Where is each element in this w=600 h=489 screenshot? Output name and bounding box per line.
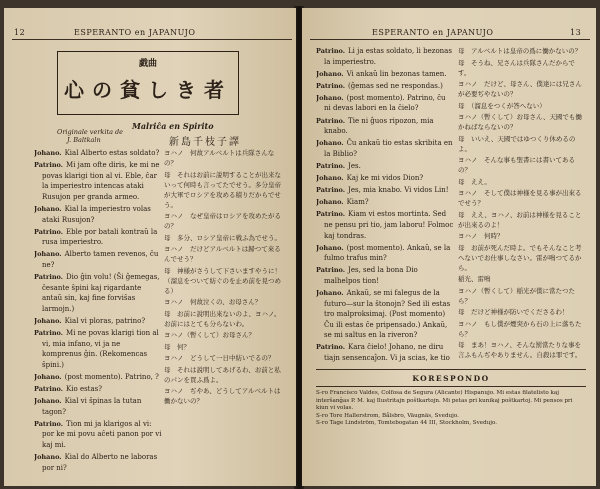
japanese-line: 母 いいえ、天國ではゆつくり休めるのよ。 bbox=[458, 134, 576, 153]
korespondo-rule-bottom bbox=[316, 386, 586, 387]
speaker-name: Johano. bbox=[316, 93, 344, 102]
dialogue-text: Kara ĉielo! Johano, ne diru tiajn sensencaĵon. Vi ja scias, ke tio bbox=[324, 343, 450, 363]
japanese-line: 母 何？ bbox=[164, 342, 190, 351]
speaker-name: Johano. bbox=[316, 288, 344, 297]
dialogue-text: (ĝemas sed ne respondas.) bbox=[348, 81, 443, 90]
japanese-line: 母 まあ！ヨハノ、そんな罰當たりな事を言ふもんぢやありません。自殺は罪です。 bbox=[458, 341, 582, 359]
dialogue-text: Kiam? bbox=[346, 198, 369, 207]
japanese-line: 母 ええ。 bbox=[458, 177, 491, 186]
speaker-name: Patrino. bbox=[316, 47, 346, 55]
original-author: J. Baltkaln bbox=[67, 136, 101, 144]
dialogue-line bbox=[34, 272, 162, 314]
dialogue-line bbox=[34, 227, 162, 248]
dialogue-text: Kial Alberto estas soldato? bbox=[64, 149, 160, 157]
right-running-title: ESPERANTO en JAPANUJO bbox=[372, 28, 494, 37]
dialogue-line bbox=[34, 328, 162, 370]
speaker-name: Johano. bbox=[34, 250, 62, 259]
right-japanese-column bbox=[458, 46, 586, 364]
dialogue-line bbox=[316, 116, 454, 137]
dialogue-text: Alberto tamen revenos, ĉu ne? bbox=[42, 250, 159, 269]
left-japanese-column bbox=[164, 148, 282, 478]
speaker-name: Patrino. bbox=[34, 384, 64, 393]
speaker-name: Johano. bbox=[34, 453, 62, 462]
speaker-name: Johano. bbox=[34, 316, 62, 325]
translator: 新島千枝子譯 bbox=[169, 137, 241, 148]
speaker-name: Patrino. bbox=[316, 266, 346, 275]
speaker-name: Johano. bbox=[34, 397, 62, 406]
dialogue-line bbox=[316, 161, 454, 172]
right-page-number: 13 bbox=[570, 28, 582, 37]
speaker-name: Patrino. bbox=[316, 210, 346, 219]
dialogue-line bbox=[316, 173, 454, 184]
dialogue-line bbox=[34, 160, 162, 202]
korespondo-entry: S-ro Tore Hallerstrom, Bålsbro, Väugnäs, Svedujo. bbox=[316, 412, 459, 419]
dialogue-line bbox=[316, 342, 454, 364]
right-page bbox=[302, 8, 596, 486]
japanese-line: 母 お前に說明出來ないのよ、ヨハノ。お前にはとても分らないわ。 bbox=[164, 309, 281, 328]
japanese-line: 稲光、雷鳴 bbox=[458, 275, 491, 283]
japanese-line: ヨハノ どうして一日中紡いでるの？ bbox=[164, 354, 275, 362]
dialogue-line bbox=[34, 148, 162, 159]
dialogue-text: Vi ankaŭ lin bezonas tamen. bbox=[346, 69, 447, 78]
dialogue-text: Jes, mia knabo. Vi vidos Lin! bbox=[348, 186, 449, 195]
dialogue-line bbox=[316, 138, 454, 159]
dialogue-text: (post momento). Patrino, ? bbox=[64, 372, 159, 381]
dialogue-text: Ĉu ankaŭ tio estas skribita en la Biblio? bbox=[324, 139, 453, 158]
right-esperanto-column bbox=[316, 46, 454, 364]
speaker-name: Johano. bbox=[34, 149, 62, 157]
dialogue-text: Kial vi ŝpinas la tutan tagon? bbox=[42, 397, 142, 416]
dialogue-line bbox=[316, 69, 454, 80]
japanese-line: ヨハノ もし僕が煙突から石の上に落ちたら？ bbox=[458, 319, 582, 338]
original-credit bbox=[57, 128, 123, 144]
japanese-line: 母 ええ、ヨハノ、お前は神様を見ることが出來るのよ！ bbox=[458, 210, 582, 229]
dialogue-line bbox=[316, 288, 454, 341]
speaker-name: Patrino. bbox=[34, 419, 64, 428]
speaker-name: Johano. bbox=[34, 204, 62, 213]
japanese-line: 母 お前が死んだ時よ。でもそんなこと考へないでお仕事しなさい。雷が鳴つてるから。 bbox=[458, 243, 582, 272]
dialogue-text: Mi ne povas klarigi tion al vi, mia infano, vi ja ne komprenus ĝin. (Rekomencas ŝpini.) bbox=[42, 329, 159, 369]
japanese-line: 母 だけど神様が防いでくださるわ！ bbox=[458, 308, 569, 316]
speaker-name: Johano. bbox=[316, 243, 344, 252]
dialogue-text: Dio ĝin volu! (Ŝi ĝemegas, ĉesante ŝpini kaj rigardante antaŭ sin, kaj fine forviŝas larmojn.) bbox=[42, 273, 160, 313]
japanese-line: 母 神様がさうして下さいますやうに！（溜息をついて紡ぐのを止め前を見つめる） bbox=[164, 266, 281, 295]
dialogue-line bbox=[34, 249, 162, 270]
dialogue-text: Li ja estas soldato, li bezonas la imperiestro. bbox=[324, 47, 452, 66]
japanese-line: ヨハノ 何故泣くの、お母さん？ bbox=[164, 298, 262, 306]
korespondo-entries bbox=[316, 390, 586, 480]
dialogue-line bbox=[316, 243, 454, 264]
dialogue-line bbox=[316, 93, 454, 114]
speaker-name: Patrino. bbox=[316, 161, 346, 170]
dialogue-text: Jes, sed la bona Dio malhelpos tion! bbox=[324, 266, 418, 285]
japanese-line: ヨハノ 何時？ bbox=[458, 232, 504, 240]
dialogue-line bbox=[34, 396, 162, 417]
speaker-name: Johano. bbox=[316, 198, 344, 207]
dialogue-line bbox=[316, 209, 454, 241]
japanese-line: ヨハノ そして僕は神様を見る事が出來るでせう？ bbox=[458, 189, 582, 207]
japanese-line: ヨハノ だけど、母さん、僕達には兄さんが必要ぢやないの？ bbox=[458, 80, 582, 98]
japanese-line: 母 それは説明してあげるわ、お前と私のパンを買ふ爲よ。 bbox=[164, 365, 281, 384]
dialogue-text: (post momento). Patrino, ĉu ni devas labori en la ĉielo? bbox=[324, 93, 446, 113]
dialogue-text: (post momento). Ankaŭ, se la fulmo trafus min? bbox=[324, 243, 451, 263]
japanese-line: 母 （溜息をつくが答へない） bbox=[458, 101, 546, 110]
dialogue-line bbox=[316, 197, 454, 208]
japanese-line: ヨハノ そんな事も聖書には書いてあるの？ bbox=[458, 156, 575, 174]
left-esperanto-column bbox=[34, 148, 162, 478]
dialogue-text: Kial vi ploras, patrino? bbox=[64, 316, 146, 325]
dialogue-line bbox=[316, 46, 454, 67]
left-head-rule bbox=[12, 39, 292, 40]
right-head-rule bbox=[310, 39, 590, 40]
play-subtitle: Malriĉa en Spirito bbox=[132, 121, 214, 131]
japanese-line: 母 多分、ロシア皇帝に戦ふ為でせう。 bbox=[164, 233, 281, 242]
dialogue-text: Kio estas? bbox=[66, 384, 103, 393]
japanese-line: ヨハノ（暫くして）稲光が僕に當たつたら？ bbox=[458, 286, 575, 305]
speaker-name: Johano. bbox=[316, 174, 344, 183]
japanese-line: ヨハノ（暫くして）お母さん、天國でも働かねばならないの？ bbox=[458, 113, 582, 131]
dialogue-text: Tie ni ĝuos ripozon, mia knabo. bbox=[324, 116, 434, 136]
dialogue-text: Ankaŭ, se mi falegus de la futuro—sur la ŝtonojn? Sed ili estas tro malproksimaj. (Post momento) Ĉu ili estas ĉe pripensado.) Ankaŭ, se mi saltus en la riveron? bbox=[324, 288, 451, 340]
dialogue-text: Eble por batali kontraŭ la rusa imperiestro. bbox=[42, 227, 158, 247]
original-credit-label: Originale verkita de bbox=[57, 128, 124, 136]
dialogue-text: Kial la imperiestro volas ataki Rusujon? bbox=[42, 204, 151, 224]
dialogue-line bbox=[34, 452, 162, 473]
dialogue-line bbox=[316, 81, 454, 92]
japanese-line: ヨハノ ぢやあ、どうしてアルベルトは働かないの？ bbox=[164, 387, 281, 405]
dialogue-text: Kial do Alberto ne laboras por ni? bbox=[42, 453, 158, 472]
japanese-line: ヨハノ だけどアルベルトは歸つて來るんでせう？ bbox=[164, 245, 281, 263]
dialogue-line bbox=[34, 316, 162, 327]
speaker-name: Patrino. bbox=[34, 329, 64, 337]
dialogue-text: Tion mi ja klarigos al vi: por ke mi povu aĉeti panon por vi kaj mi. bbox=[42, 419, 162, 449]
korespondo-rule-top bbox=[316, 369, 586, 370]
speaker-name: Patrino. bbox=[316, 116, 346, 125]
dialogue-line bbox=[34, 372, 162, 383]
speaker-name: Patrino. bbox=[34, 161, 64, 170]
dialogue-text: Jes. bbox=[348, 161, 361, 170]
dialogue-line bbox=[316, 185, 454, 196]
left-page-number: 12 bbox=[14, 28, 26, 37]
speaker-name: Patrino. bbox=[316, 186, 346, 195]
korespondo-heading: KORESPONDO bbox=[412, 374, 490, 383]
japanese-line: ヨハノ 何故アルベルトは兵隊さんなの？ bbox=[164, 149, 275, 167]
speaker-name: Johano. bbox=[34, 372, 62, 381]
dialogue-line bbox=[316, 265, 454, 286]
japanese-line: 母 アルベルトは皇帝の爲に働かないの？ bbox=[458, 47, 582, 55]
left-page bbox=[4, 8, 296, 486]
korespondo-entry: S-ro Francisco Valdes, Colfosa de Segura (Alicante) Hispanujo. Mi estas filatelisto kaj interŝanĝas P. M. kaj Ilustritajn poŝtkartojn. Mi petas pri kunikaj poŝtkartoj. Mi pensos pri kiun vi volas. bbox=[316, 390, 573, 412]
speaker-name: Patrino. bbox=[316, 81, 346, 90]
speaker-name: Patrino. bbox=[34, 273, 64, 282]
speaker-name: Johano. bbox=[316, 139, 344, 148]
title-box bbox=[57, 51, 239, 115]
dialogue-text: Mi jam ofte diris, ke mi ne povas klarigi tion al vi. Eble, ĉar la imperiestro intencas ataki Rusujon per granda armeo. bbox=[42, 161, 160, 201]
dialogue-line bbox=[34, 204, 162, 225]
speaker-name: Patrino. bbox=[316, 343, 346, 352]
speaker-name: Patrino. bbox=[34, 227, 64, 236]
dialogue-line bbox=[34, 419, 162, 451]
dialogue-line bbox=[34, 384, 162, 395]
japanese-line: 母 そうね、兄さんは兵隊さんだからです。 bbox=[458, 58, 575, 77]
play-title: 心の貧しき者 bbox=[64, 78, 232, 102]
japanese-line: ヨハノ（暫くして）お母さん？ bbox=[164, 331, 255, 339]
japanese-line: ヨハノ なぜ皇帝はロシアを攻めたがるの？ bbox=[164, 212, 281, 230]
japanese-line: 母 それはお前に説明することが出来ないって何時も言ってたでせう。多分皇帝が大軍でロシアを攻める積りだからでせう。 bbox=[164, 170, 281, 209]
play-tag: 戯曲 bbox=[138, 59, 157, 69]
dialogue-text: Kiam vi estos mortinta. Sed ne pensu pri tio, jam laboru! Folmoc kaj tondras. bbox=[324, 210, 454, 240]
left-running-title: ESPERANTO en JAPANUJO bbox=[74, 28, 196, 37]
korespondo-entry: S-ro Tage Lindström, Tomtebogatan 44 III, Stockholm, Svedujo. bbox=[316, 420, 498, 427]
dialogue-text: Kaj ke mi vidos Dion? bbox=[346, 174, 424, 183]
speaker-name: Johano. bbox=[316, 69, 344, 78]
